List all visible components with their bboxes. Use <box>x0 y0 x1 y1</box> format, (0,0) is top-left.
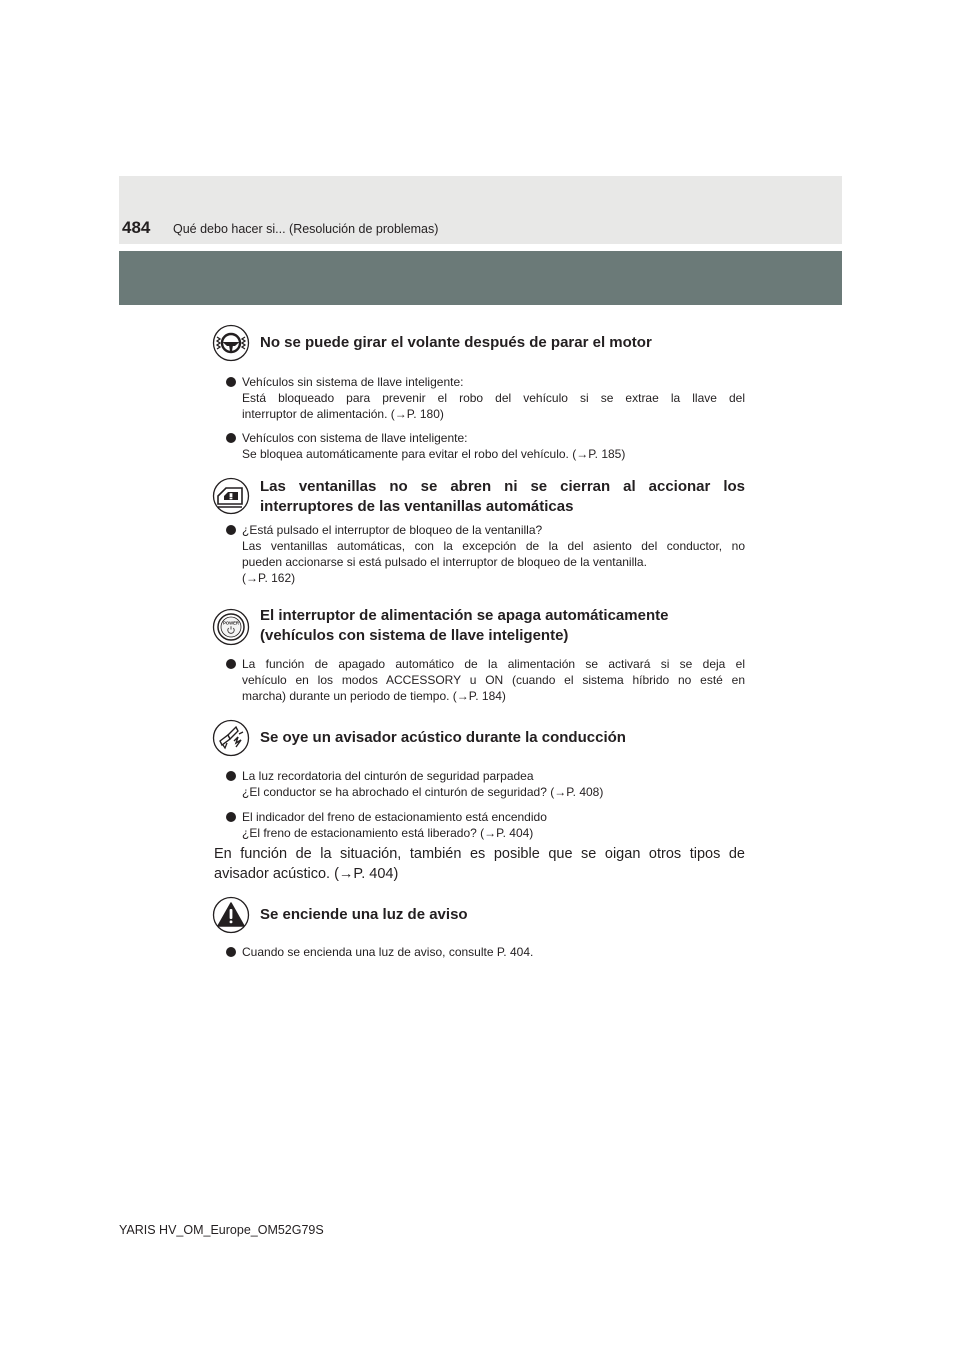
bullet-text: Se bloquea automáticamente para evitar el robo del vehículo. (→P. 185) <box>242 447 626 461</box>
bullet-text: Cuando se encienda una luz de aviso, consulte P. 404. <box>242 945 534 959</box>
bullet-dot <box>226 659 236 669</box>
power-label: POWER <box>223 620 239 626</box>
steering-lock-icon <box>212 324 250 362</box>
bullet-dot <box>226 525 236 535</box>
paragraph-line: avisador acústico. (→P. 404) <box>214 866 399 882</box>
paragraph-line: En función de la situación, también es posible que se oigan otros tipos de <box>214 846 745 862</box>
warning-icon <box>212 896 250 934</box>
section-title: Se enciende una luz de aviso <box>260 906 468 923</box>
buzzer-icon <box>212 719 250 757</box>
bullet-text: vehículo en los modos ACCESSORY u ON (cuando el sistema híbrido no esté en <box>242 673 745 687</box>
bullet-text: Está bloqueado para prevenir el robo del vehículo si se extrae la llave del <box>242 391 745 405</box>
window-lock-icon <box>212 477 250 515</box>
bullet-text: La luz recordatoria del cinturón de seguridad parpadea <box>242 769 534 783</box>
bullet-text: ¿El freno de estacionamiento está liberado? (→P. 404) <box>242 826 534 840</box>
section-title: (vehículos con sistema de llave inteligente) <box>260 627 569 644</box>
chapter-title: Qué debo hacer si... (Resolución de problemas) <box>173 222 439 236</box>
bullet-text: ¿Está pulsado el interruptor de bloqueo de la ventanilla? <box>242 523 543 537</box>
bullet-text: Vehículos con sistema de llave inteligente: <box>242 431 468 445</box>
bullet-text: La función de apagado automático de la alimentación se activará si se deja el <box>242 657 745 671</box>
section-title: interruptores de las ventanillas automáticas <box>260 498 574 515</box>
bullet-text: ¿El conductor se ha abrochado el cinturón de seguridad? (→P. 408) <box>242 785 604 799</box>
bullet-dot <box>226 377 236 387</box>
bullet-text: marcha) durante un periodo de tiempo. (→P. 184) <box>242 689 506 703</box>
bullet-dot <box>226 771 236 781</box>
section-title: Se oye un avisador acústico durante la conducción <box>260 729 626 746</box>
bullet-text: (→P. 162) <box>242 571 296 585</box>
bullet-text: Las ventanillas automáticas, con la excepción de la del asiento del conductor, no <box>242 539 745 553</box>
section-title: Las ventanillas no se abren ni se cierran al accionar los <box>260 478 745 495</box>
section-title: El interruptor de alimentación se apaga automáticamente <box>260 607 669 624</box>
bullet-text: El indicador del freno de estacionamiento está encendido <box>242 810 547 824</box>
bullet-text: interruptor de alimentación. (→P. 180) <box>242 407 444 421</box>
bullet-text: pueden accionarse si está pulsado el interruptor de bloqueo de la ventanilla. <box>242 555 647 569</box>
bullet-dot <box>226 812 236 822</box>
bullet-dot <box>226 947 236 957</box>
body-paragraph <box>214 844 745 884</box>
footer-doc-id: YARIS HV_OM_Europe_OM52G79S <box>119 1223 324 1237</box>
header-band <box>119 251 842 305</box>
bullet-dot <box>226 433 236 443</box>
bullet-text: Vehículos sin sistema de llave inteligente: <box>242 375 464 389</box>
section-title: No se puede girar el volante después de parar el motor <box>260 334 652 351</box>
power-switch-icon <box>212 608 250 646</box>
page-number: 484 <box>122 218 151 237</box>
